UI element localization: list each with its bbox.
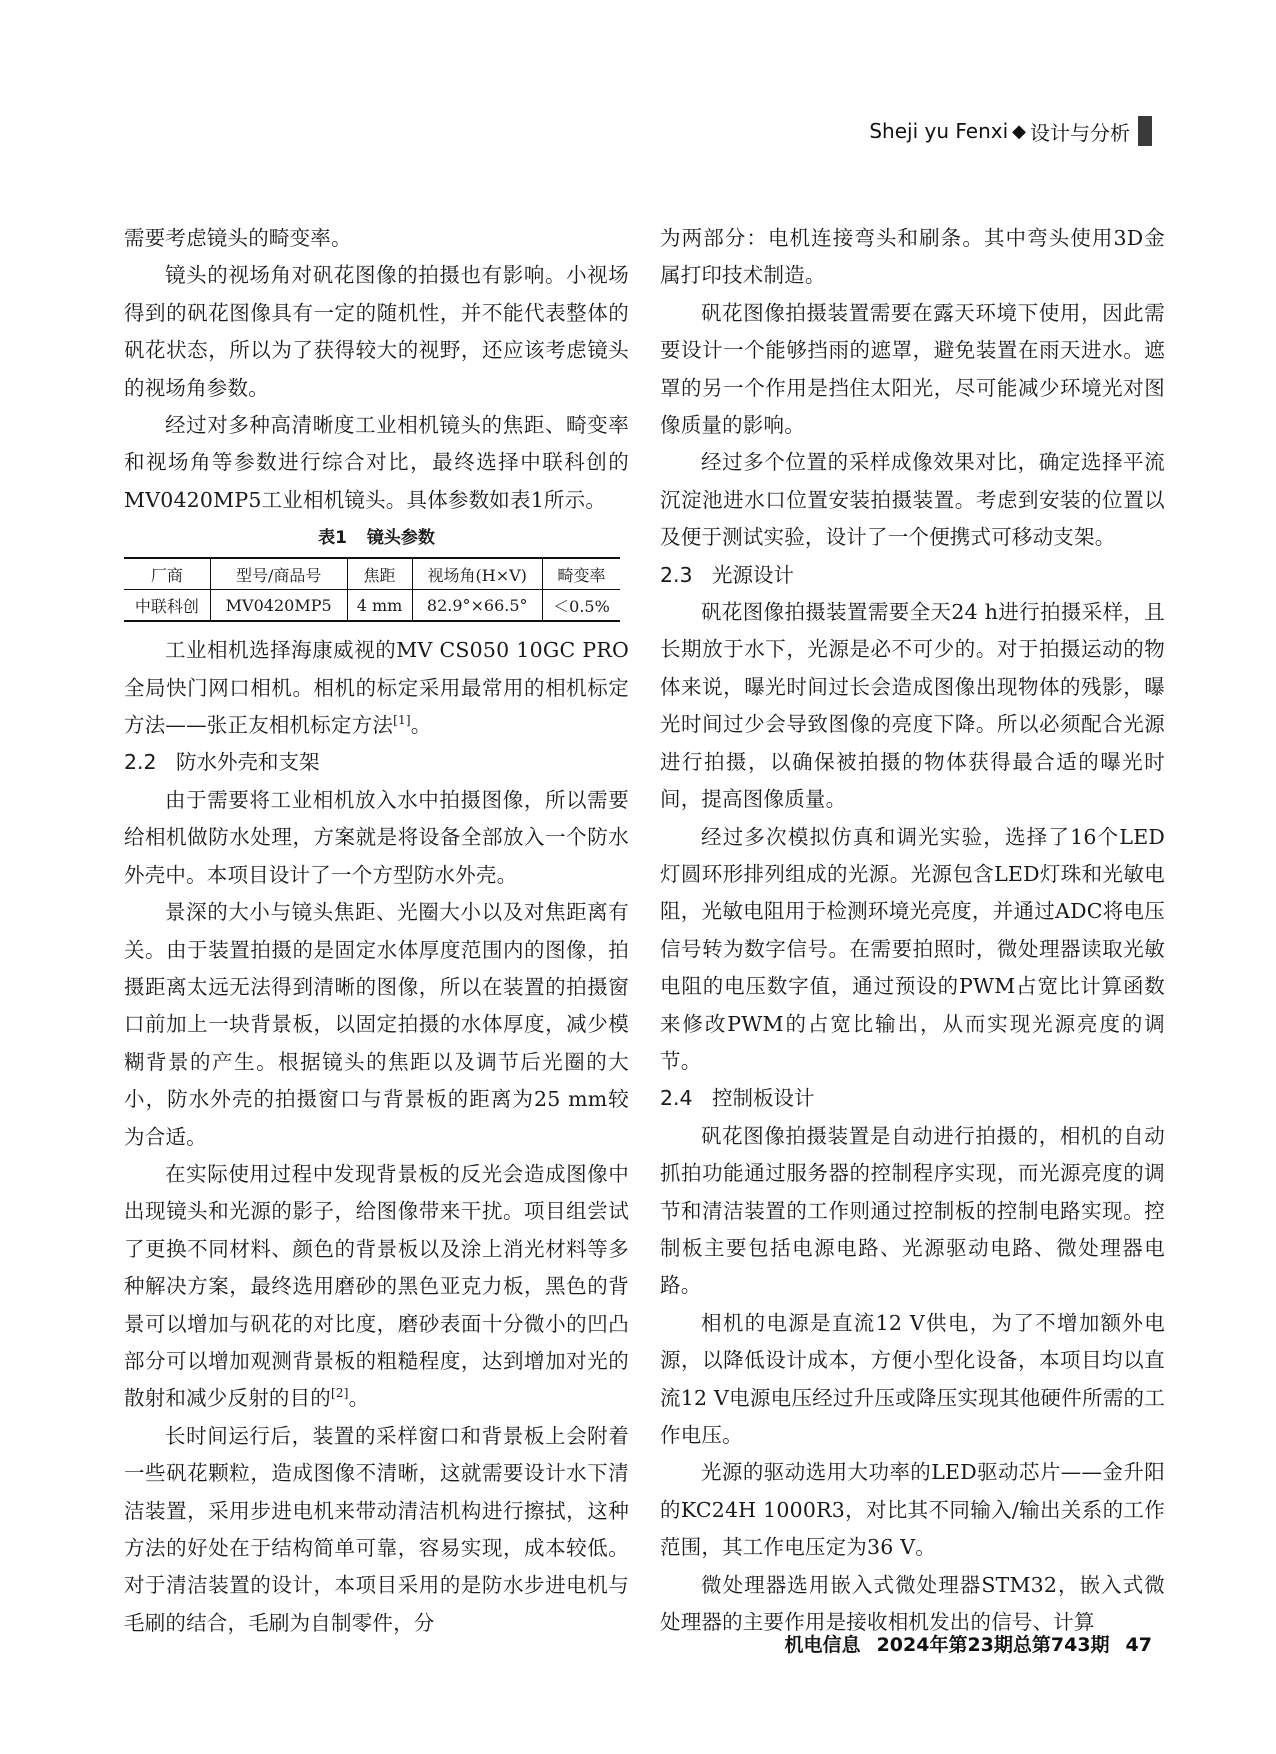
header-pinyin: Sheji yu Fenxi [869, 119, 1009, 143]
lens-spec-table [124, 557, 620, 622]
paragraph [660, 1118, 1165, 1305]
section-title: 控制板设计 [712, 1086, 815, 1111]
table-header-cell: 焦距 [347, 558, 412, 590]
paragraph-text: 需要考虑镜头的畸变率。 [124, 226, 352, 250]
section-title: 防水外壳和支架 [176, 750, 320, 775]
paragraph-text: 相机的电源是直流12 V供电，为了不增加额外电源，以降低设计成本，方便小型化设备，本项目均以直流12 V电源电压经过升压或降压实现其他硬件所需的工作电压。 [660, 1310, 1165, 1447]
paragraph [124, 220, 629, 257]
paragraph-text: 矾花图像拍摄装置需要在露天环境下使用，因此需要设计一个能够挡雨的遮罩，避免装置在雨天进水。遮罩的另一个作用是挡住太阳光，尽可能减少环境光对图像质量的影响。 [660, 300, 1165, 438]
paragraph-text: 在实际使用过程中发现背景板的反光会造成图像中出现镜头和光源的影子，给图像带来干扰。项目组尝试了更换不同材料、颜色的背景板以及涂上消光材料等多种解决方案，最终选用磨砂的黑色亚克力板，黑色的背景可以增加与矾花的对比度，磨砂表面十分微小的凹凸部分可以增加观测背景板的粗糙程度，达到增加对光的散射和减少反射的目的 [124, 1161, 629, 1411]
table-header-cell: 畸变率 [542, 558, 620, 590]
section-number: 2.2 [124, 750, 157, 775]
paragraph-text: 微处理器选用嵌入式微处理器STM32，嵌入式微处理器的主要作用是接收相机发出的信号、计算 [660, 1572, 1165, 1635]
table-header-cell: 厂商 [124, 558, 210, 590]
paragraph [124, 1418, 629, 1642]
table-cell: 4 mm [347, 590, 412, 622]
diamond-icon: ◆ [1012, 120, 1026, 142]
paragraph-text: 光源的驱动选用大功率的LED驱动芯片——金升阳的KC24H 1000R3，对比其不同输入/输出关系的工作范围，其工作电压定为36 V。 [660, 1460, 1165, 1560]
paragraph [124, 1156, 629, 1418]
table-title: 镜头参数 [366, 528, 435, 549]
paragraph-text: 景深的大小与镜头焦距、光圈大小以及对焦距离有关。由于装置拍摄的是固定水体厚度范围内的图像，拍摄距离太远无法得到清晰的图像，所以在装置的拍摄窗口前加上一块背景板，以固定拍摄的水体厚度，减少模糊背景的产生。根据镜头的焦距以及调节后光圈的大小，防水外壳的拍摄窗口与背景板的距离为25 mm较为合适。 [124, 900, 629, 1149]
paragraph [660, 444, 1165, 556]
table-header-cell: 型号/商品号 [210, 558, 347, 590]
section-heading [660, 557, 1165, 594]
paragraph [660, 1454, 1165, 1566]
paragraph-text: 经过对多种高清晰度工业相机镜头的焦距、畸变率和视场角等参数进行综合对比，最终选择中联科创的MV0420MP5工业相机镜头。具体参数如表1所示。 [124, 413, 629, 512]
paragraph [660, 594, 1165, 818]
section-title: 光源设计 [712, 562, 794, 587]
paragraph-tail: 。 [410, 713, 432, 738]
section-number: 2.4 [660, 1086, 693, 1111]
paragraph [124, 894, 629, 1156]
paragraph-text: 镜头的视场角对矾花图像的拍摄也有影响。小视场得到的矾花图像具有一定的随机性，并不能代表整体的矾花状态，所以为了获得较大的视野，还应该考虑镜头的视场角参数。 [124, 263, 629, 400]
paragraph [124, 632, 629, 744]
paragraph-text: 由于需要将工业相机放入水中拍摄图像，所以需要给相机做防水处理，方案就是将设备全部放入一个防水外壳中。本项目设计了一个方型防水外壳。 [124, 787, 629, 887]
paragraph-text: 工业相机选择海康威视的MV CS050 10GC PRO全局快门网口相机。相机的标定采用最常用的相机标定方法——张正友相机标定方法 [124, 638, 629, 738]
table-cell: ＜0.5% [542, 590, 620, 622]
paragraph [660, 220, 1165, 295]
header-section: 设计与分析 [1030, 120, 1130, 145]
paragraph [660, 1305, 1165, 1455]
citation-ref: [2] [331, 1386, 349, 1401]
page-number: 47 [1125, 1634, 1152, 1656]
page-footer [785, 1630, 1152, 1657]
paragraph [124, 257, 629, 407]
running-header [869, 116, 1152, 146]
table-cell: MV0420MP5 [210, 590, 347, 622]
paragraph-text: 矾花图像拍摄装置需要全天24 h进行拍摄采样，且长期放于水下，光源是必不可少的。对于拍摄运动的物体来说，曝光时间过长会造成图像出现物体的残影，曝光时间过少会导致图像的亮度下降。所以必须配合光源进行拍摄，以确保被拍摄的物体获得最合适的曝光时间，提高图像质量。 [660, 600, 1165, 812]
table-cell: 82.9°×66.5° [412, 590, 542, 622]
left-column [124, 220, 629, 1642]
paragraph-text: 经过多次模拟仿真和调光实验，选择了16个LED灯圆环形排列组成的光源。光源包含LED灯珠和光敏电阻，光敏电阻用于检测环境光亮度，并通过ADC将电压信号转为数字信号。在需要拍照时，微处理器读取光敏电阻的电压数字值，通过预设的PWM占宽比计算函数来修改PWM的占宽比输出，从而实现光源亮度的调节。 [660, 824, 1165, 1073]
paragraph [124, 782, 629, 894]
right-column [660, 220, 1165, 1641]
section-heading [660, 1080, 1165, 1117]
paragraph-text: 经过多个位置的采样成像效果对比，确定选择平流沉淀池进水口位置安装拍摄装置。考虑到安装的位置以及便于测试实验，设计了一个便携式可移动支架。 [660, 450, 1165, 550]
paragraph-tail: 。 [348, 1386, 370, 1411]
paragraph [124, 407, 629, 519]
table-cell: 中联科创 [124, 590, 210, 622]
paragraph-text: 长时间运行后，装置的采样窗口和背景板上会附着一些矾花颗粒，造成图像不清晰，这就需要设计水下清洁装置，采用步进电机来带动清洁机构进行擦拭，这种方法的好处在于结构简单可靠，容易实现，成本较低。对于清洁装置的设计，本项目采用的是防水步进电机与毛刷的结合，毛刷为自制零件，分 [124, 1423, 629, 1635]
paragraph [660, 295, 1165, 445]
section-number: 2.3 [660, 562, 693, 587]
table-row [124, 590, 620, 622]
citation-ref: [1] [393, 713, 411, 728]
paragraph-text: 矾花图像拍摄装置是自动进行拍摄的，相机的自动抓拍功能通过服务器的控制程序实现，而光源亮度的调节和清洁装置的工作则通过控制板的控制电路实现。控制板主要包括电源电路、光源驱动电路、微处理器电路。 [660, 1123, 1165, 1298]
table-caption [124, 521, 629, 555]
footer-journal: 机电信息 [784, 1634, 861, 1656]
table-label: 表1 [318, 528, 347, 549]
footer-issue: 2024年第23期总第743期 [876, 1634, 1110, 1656]
header-bar [1138, 116, 1152, 146]
table-header-cell: 视场角(H×V) [412, 558, 542, 590]
section-heading [124, 744, 629, 781]
paragraph-text: 为两部分：电机连接弯头和刷条。其中弯头使用3D金属打印技术制造。 [660, 226, 1165, 288]
paragraph [660, 819, 1165, 1081]
table-header-row [124, 558, 620, 590]
